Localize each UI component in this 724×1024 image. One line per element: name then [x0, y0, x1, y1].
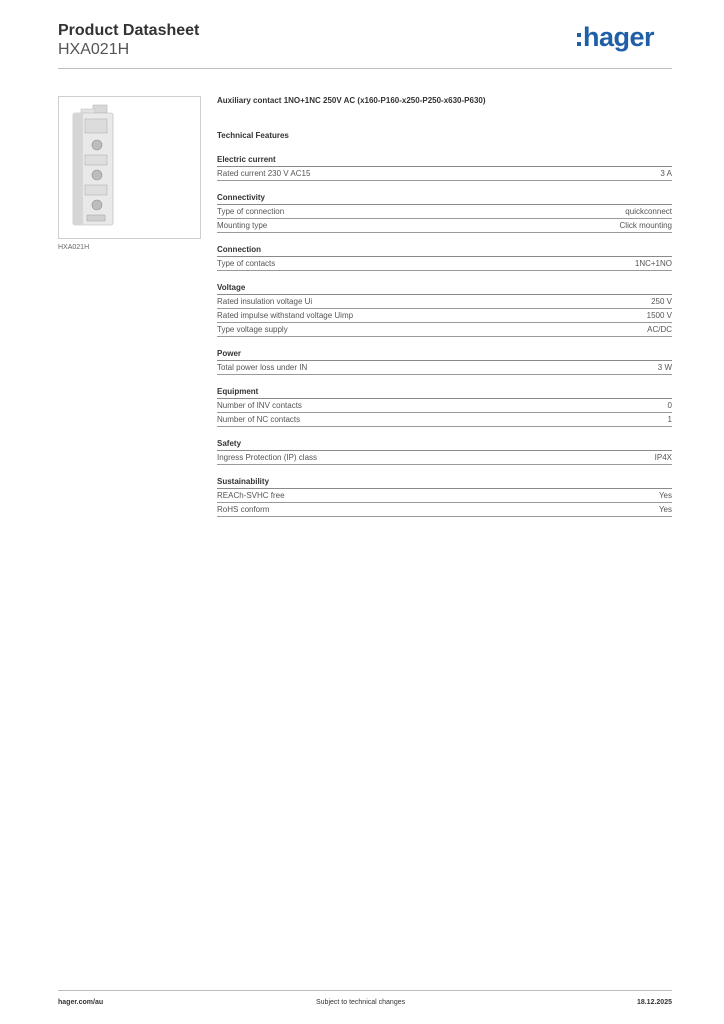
feature-label: Ingress Protection (IP) class [217, 453, 318, 462]
feature-value: 250 V [651, 297, 672, 306]
feature-value: quickconnect [625, 207, 672, 216]
page-footer [58, 990, 672, 1015]
section-title: Connectivity [217, 193, 672, 205]
feature-section [217, 193, 672, 233]
feature-row [217, 205, 672, 219]
logo-dots-icon [577, 33, 581, 46]
footer-website: hager.com/au [58, 999, 104, 1006]
feature-row [217, 219, 672, 233]
feature-section [217, 439, 672, 465]
feature-row [217, 361, 672, 375]
feature-row [217, 309, 672, 323]
auxiliary-contact-image [59, 97, 200, 238]
feature-value: IP4X [654, 453, 672, 462]
feature-row [217, 503, 672, 517]
feature-section [217, 349, 672, 375]
feature-row [217, 451, 672, 465]
section-title: Voltage [217, 283, 672, 295]
feature-label: Rated impulse withstand voltage Uimp [217, 311, 354, 320]
feature-value: 0 [667, 401, 672, 410]
hager-logo [577, 20, 654, 54]
feature-section [217, 283, 672, 337]
product-image [58, 96, 201, 239]
feature-label: Rated insulation voltage Ui [217, 297, 313, 306]
product-code: HXA021H [58, 41, 130, 58]
feature-value: Yes [658, 505, 672, 514]
footer-date: 18.12.2025 [636, 999, 672, 1006]
page-header [58, 20, 672, 69]
feature-value: 1NC+1NO [634, 259, 672, 268]
feature-value: 3 A [660, 169, 672, 178]
section-title: Sustainability [217, 477, 672, 489]
feature-section [217, 155, 672, 181]
feature-row [217, 257, 672, 271]
feature-section [217, 245, 672, 271]
feature-label: Mounting type [217, 221, 268, 230]
section-title: Connection [217, 245, 672, 257]
feature-label: RoHS conform [217, 505, 270, 514]
section-title: Equipment [217, 387, 672, 399]
feature-sections [217, 155, 672, 517]
logo-text: hager [582, 21, 654, 52]
feature-label: Type of contacts [217, 259, 276, 268]
feature-section [217, 477, 672, 517]
feature-value: 1 [667, 415, 672, 424]
section-title: Safety [217, 439, 672, 451]
feature-row [217, 399, 672, 413]
feature-value: Yes [658, 491, 672, 500]
feature-row [217, 489, 672, 503]
technical-features-title: Technical Features [217, 131, 289, 140]
feature-label: REACh-SVHC free [217, 491, 285, 500]
feature-row [217, 413, 672, 427]
feature-row [217, 323, 672, 337]
feature-value: 3 W [657, 363, 672, 372]
feature-section [217, 387, 672, 427]
document-title: Product Datasheet [58, 22, 200, 39]
feature-label: Rated current 230 V AC15 [217, 169, 311, 178]
feature-value: 1500 V [646, 311, 672, 320]
image-caption: HXA021H [58, 244, 90, 251]
section-title: Power [217, 349, 672, 361]
feature-label: Number of INV contacts [217, 401, 302, 410]
product-description: Auxiliary contact 1NO+1NC 250V AC (x160-P160-x250-P250-x630-P630) [217, 96, 486, 105]
feature-value: AC/DC [647, 325, 672, 334]
feature-row [217, 295, 672, 309]
feature-row [217, 167, 672, 181]
datasheet-content [217, 96, 672, 517]
section-title: Electric current [217, 155, 672, 167]
feature-label: Number of NC contacts [217, 415, 301, 424]
feature-label: Total power loss under IN [217, 363, 308, 372]
feature-label: Type of connection [217, 207, 285, 216]
footer-notice: Subject to technical changes [316, 999, 406, 1006]
feature-label: Type voltage supply [217, 325, 288, 334]
feature-value: Click mounting [619, 221, 672, 230]
